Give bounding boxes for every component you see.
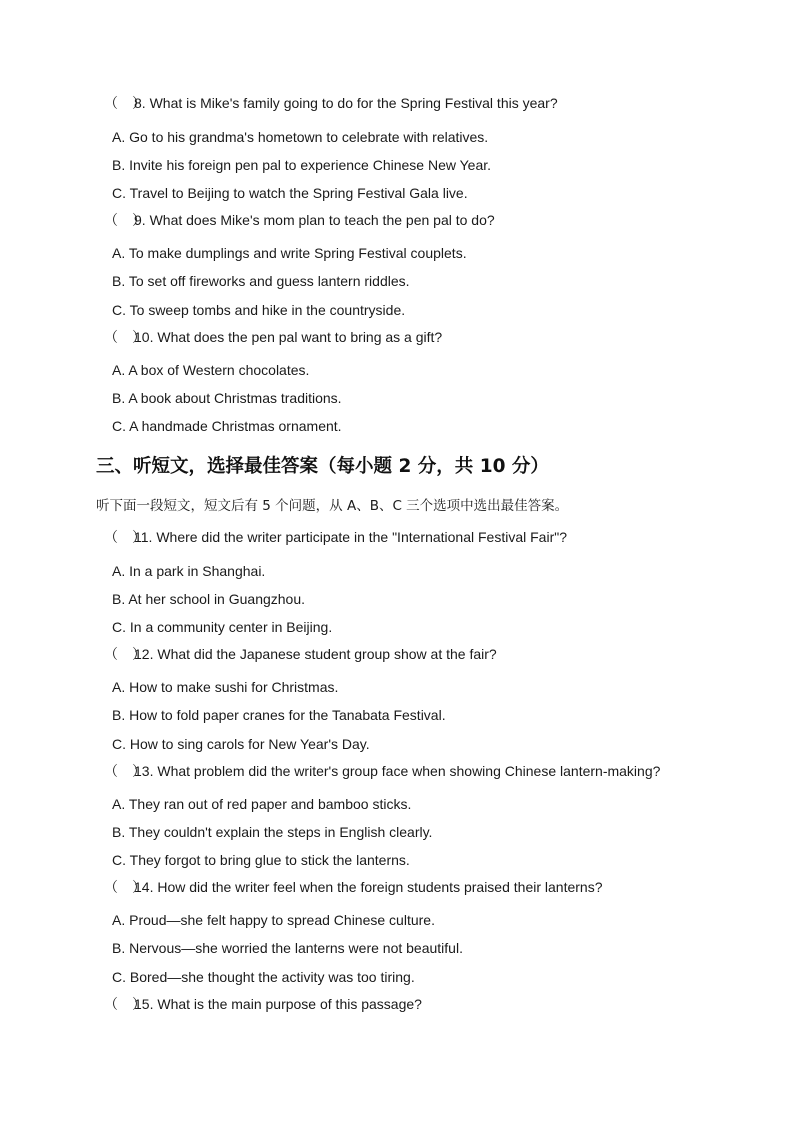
answer-blank[interactable]: （ ） xyxy=(104,329,146,345)
option-14a: A. Proud—she felt happy to spread Chinese culture. xyxy=(112,912,435,928)
question-text: 12. What did the Japanese student group show at the fair? xyxy=(134,646,497,662)
answer-blank[interactable]: （ ） xyxy=(104,529,146,545)
option-13c: C. They forgot to bring glue to stick the lanterns. xyxy=(112,852,410,868)
question-text: 15. What is the main purpose of this passage? xyxy=(134,996,422,1012)
question-text: 8. What is Mike's family going to do for the Spring Festival this year? xyxy=(134,95,558,111)
question-text: 10. What does the pen pal want to bring as a gift? xyxy=(134,329,443,345)
question-text: 14. How did the writer feel when the foreign students praised their lanterns? xyxy=(134,879,603,895)
question-11 xyxy=(104,528,567,546)
question-14 xyxy=(104,878,603,896)
question-13 xyxy=(104,762,660,780)
option-14b: B. Nervous—she worried the lanterns were not beautiful. xyxy=(112,940,463,956)
answer-blank[interactable]: （ ） xyxy=(104,95,146,111)
option-13a: A. They ran out of red paper and bamboo sticks. xyxy=(112,796,412,812)
question-12 xyxy=(104,645,497,663)
question-8 xyxy=(104,94,558,112)
option-12a: A. How to make sushi for Christmas. xyxy=(112,679,339,695)
question-text: 11. Where did the writer participate in the "International Festival Fair"? xyxy=(134,529,567,545)
option-13b: B. They couldn't explain the steps in English clearly. xyxy=(112,824,433,840)
option-14c: C. Bored—she thought the activity was too tiring. xyxy=(112,969,415,985)
option-9b: B. To set off fireworks and guess lantern riddles. xyxy=(112,273,410,289)
option-10c: C. A handmade Christmas ornament. xyxy=(112,418,342,434)
question-9 xyxy=(104,211,495,229)
option-10a: A. A box of Western chocolates. xyxy=(112,362,310,378)
option-8a: A. Go to his grandma's hometown to celebrate with relatives. xyxy=(112,129,489,145)
option-8b: B. Invite his foreign pen pal to experience Chinese New Year. xyxy=(112,157,492,173)
answer-blank[interactable]: （ ） xyxy=(104,879,146,895)
answer-blank[interactable]: （ ） xyxy=(104,646,146,662)
question-15 xyxy=(104,995,422,1013)
option-12b: B. How to fold paper cranes for the Tanabata Festival. xyxy=(112,707,446,723)
section-heading: 三、听短文，选择最佳答案（每小题 2 分，共 10 分） xyxy=(96,456,549,477)
option-11a: A. In a park in Shanghai. xyxy=(112,563,266,579)
option-11c: C. In a community center in Beijing. xyxy=(112,619,333,635)
option-10b: B. A book about Christmas traditions. xyxy=(112,390,342,406)
answer-blank[interactable]: （ ） xyxy=(104,996,146,1012)
answer-blank[interactable]: （ ） xyxy=(104,763,146,779)
option-11b: B. At her school in Guangzhou. xyxy=(112,591,306,607)
answer-blank[interactable]: （ ） xyxy=(104,212,146,228)
question-text: 13. What problem did the writer's group face when showing Chinese lantern-making? xyxy=(134,763,661,779)
question-text: 9. What does Mike's mom plan to teach the pen pal to do? xyxy=(134,212,495,228)
option-12c: C. How to sing carols for New Year's Day. xyxy=(112,736,370,752)
section-instruction: 听下面一段短文，短文后有 5 个问题，从 A、B、C 三个选项中选出最佳答案。 xyxy=(96,498,569,514)
option-9a: A. To make dumplings and write Spring Festival couplets. xyxy=(112,245,467,261)
option-9c: C. To sweep tombs and hike in the countryside. xyxy=(112,302,406,318)
option-8c: C. Travel to Beijing to watch the Spring Festival Gala live. xyxy=(112,185,468,201)
question-10 xyxy=(104,328,442,346)
